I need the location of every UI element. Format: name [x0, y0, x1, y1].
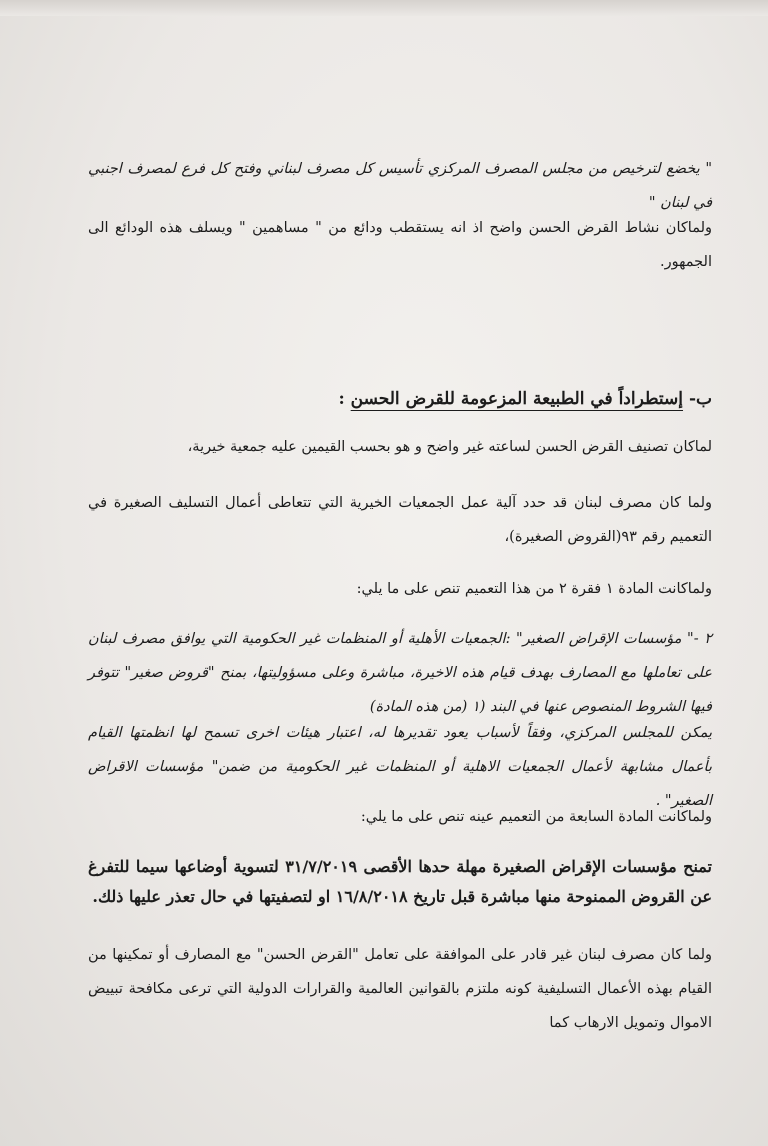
- quote-paragraph: " يخضع لترخيص من مجلس المصرف المركزي تأسيس كل مصرف لبناني وفتح كل فرع لمصرف اجنبي في لبنان ": [88, 161, 712, 211]
- section-heading: [88, 382, 712, 416]
- heading-text: إستطراداً في الطبيعة المزعومة للقرض الحسن: [350, 389, 684, 409]
- heading-prefix: ب-: [688, 389, 712, 409]
- document-body: [88, 0, 712, 1146]
- bold-article-text: تمنح مؤسسات الإقراض الصغيرة مهلة حدها الأقصى ٣١/٧/٢٠١٩ لتسوية أوضاعها سيما للتفرغ عن القروض الممنوحة منها مباشرة قبل تاريخ ١٦/٨/٢٠١٨ او لتصفيتها في حال تعذر عليها ذلك.: [88, 857, 712, 906]
- quoted-article-text-continued: يمكن للمجلس المركزي، وفقاً لأسباب يعود تقديرها له، اعتبار هيئات اخرى تسمح لها انظمتها القيام بأعمال مشابهة لأعمال الجمعيات الاهلية أو المنظمات غير الحكومية من ضمن" مؤسسات الاقراض الصغير" .: [88, 725, 712, 809]
- quoted-article-text: ٢ -" مؤسسات الإقراض الصغير" :الجمعيات الأهلية أو المنظمات غير الحكومية التي يوافق مصرف لبنان على تعاملها مع المصارف بهدف قيام هذه الاخيرة، مباشرة وعلى مسؤوليتها، بمنح "قروض صغير" تتوفر فيها الشروط المنصوص عنها في البند (١ (من هذه المادة): [88, 631, 712, 715]
- paragraph-circular: ولما كان مصرف لبنان قد حدد آلية عمل الجمعيات الخيرية التي تتعاطى أعمال التسليف الصغيرة في التعميم رقم ٩٣(القروض الصغيرة)،: [88, 495, 712, 545]
- paragraph-bank-position: ولما كان مصرف لبنان غير قادر على الموافقة على تعامل "القرض الحسن" مع المصارف أو تمكينها من القيام بهذه الأعمال التسليفية كونه ملتزم بالقوانين العالمية والقرارات الدولية التي ترعى مكافحة تبييض الاموال وتمويل الارهاب كما: [88, 947, 712, 1031]
- paragraph-classification: لماكان تصنيف القرض الحسن لساعته غير واضح و هو بحسب القيمين عليه جمعية خيرية،: [187, 439, 712, 455]
- paragraph-article-seven: ولماكانت المادة السابعة من التعميم عينه تنص على ما يلي:: [360, 809, 712, 825]
- heading-suffix: :: [338, 389, 351, 409]
- paragraph-activity: ولماكان نشاط القرض الحسن واضح اذ انه يستقطب ودائع من " مساهمين " ويسلف هذه الودائع الى الجمهور.: [88, 220, 712, 270]
- paragraph-article-one: ولماكانت المادة ١ فقرة ٢ من هذا التعميم تنص على ما يلي:: [356, 581, 712, 597]
